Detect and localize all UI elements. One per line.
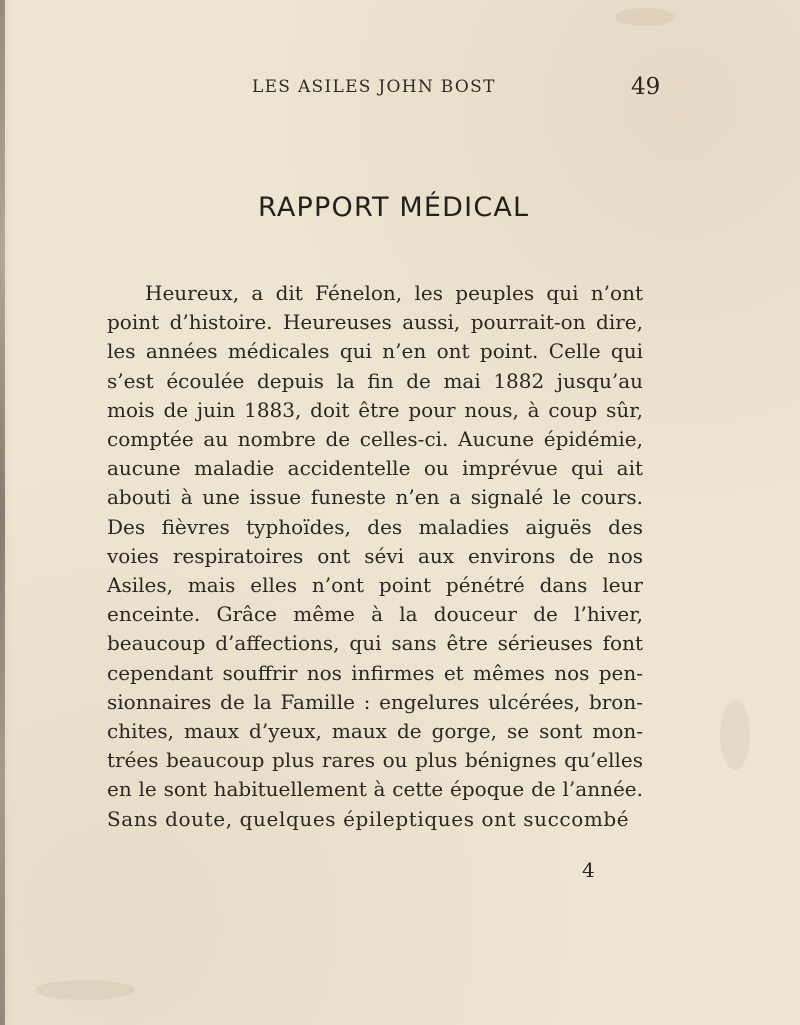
text-line: Des fièvres typhoïdes, des maladies aiguës des (107, 514, 643, 539)
text-line: abouti à une issue funeste n’en a signalé le cours. (107, 485, 643, 510)
text-line: sionnaires de la Famille : engelures ulcérées, bron- (107, 689, 643, 714)
body-text (107, 279, 659, 834)
signature-number: 4 (582, 858, 595, 882)
text-line: aucune maladie accidentelle ou imprévue qui ait (107, 456, 643, 481)
text-line: Sans doute, quelques épileptiques ont succombé (107, 806, 630, 831)
text-line: mois de juin 1883, doit être pour nous, à coup sûr, (107, 397, 643, 422)
running-title: LES ASILES JOHN BOST (252, 77, 496, 97)
text-line: en le sont habituellement à cette époque de l’année. (107, 777, 643, 802)
binding-edge (0, 0, 5, 1025)
text-line: Heureux, a dit Fénelon, les peuples qui n’ont (145, 281, 643, 305)
text-line: s’est écoulée depuis la fin de mai 1882 jusqu’au (107, 368, 643, 393)
text-line: Asiles, mais elles n’ont point pénétré dans leur (107, 573, 643, 598)
text-line: trées beaucoup plus rares ou plus bénignes qu’elles (107, 748, 643, 773)
text-line: enceinte. Grâce même à la douceur de l’hiver, (107, 602, 643, 627)
text-line: chites, maux d’yeux, maux de gorge, se sont mon- (107, 719, 643, 744)
paper-stain (35, 980, 135, 1000)
text-line: comptée au nombre de celles-ci. Aucune épidémie, (107, 427, 643, 452)
paper-stain (720, 700, 750, 770)
text-line: beaucoup d’affections, qui sans être sérieuses font (107, 631, 643, 656)
section-title: RAPPORT MÉDICAL (258, 192, 530, 223)
text-line: point d’histoire. Heureuses aussi, pourrait-on dire, (107, 310, 643, 335)
page-header (0, 0, 800, 110)
text-line: voies respiratoires ont sévi aux environs de nos (107, 543, 643, 568)
text-line: cependant souffrir nos infirmes et mêmes nos pen- (107, 660, 643, 685)
page-number: 49 (631, 74, 661, 100)
text-line: les années médicales qui n’en ont point. Celle qui (107, 339, 643, 364)
